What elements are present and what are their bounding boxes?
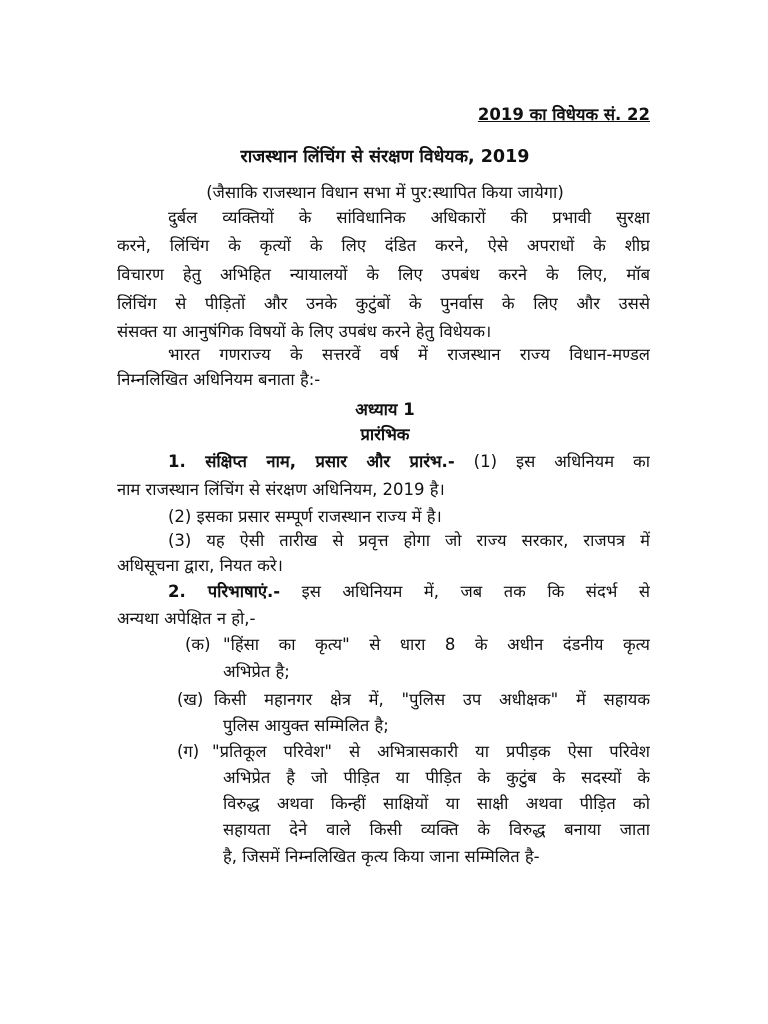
preamble-line: करने, लिंचिंग के कृत्यों के लिए दंडित करने, ऐसे अपराधों के शीघ्र [117,236,650,255]
clause-ka-line: अभिप्रेत है; [223,662,290,681]
section-1-text: (1) इस अधिनियम का [454,452,650,471]
clause-ga-line: अभिप्रेत है जो पीड़ित या पीड़ित के कुटुंब के सदस्यों के [223,768,650,787]
subsection-2: (2) इसका प्रसार सम्पूर्ण राजस्थान राज्य में है। [168,507,442,526]
chapter-number: अध्याय 1 [355,400,415,419]
clause-label: (ग) [177,742,200,761]
bill-subtitle: (जैसाकि राजस्थान विधान सभा में पुर:स्थापित किया जायेगा) [206,183,564,202]
subsection-3: (3) यह ऐसी तारीख से प्रवृत्त होगा जो राज्य सरकार, राजपत्र में [168,531,650,550]
clause-ka-line: "हिंसा का कृत्य" से धारा 8 के अधीन दंडनीय कृत्य [223,635,650,654]
preamble-line: विचारण हेतु अभिहित न्यायालयों के लिए उपबंध करने के लिए, मॉब [117,265,650,284]
clause-ga-line: विरुद्ध अथवा किन्हीं साक्षियों या साक्षी अथवा पीड़ित को [223,794,650,813]
clause-ga-line: सहायता देने वाले किसी व्यक्ति के विरुद्ध बनाया जाता [223,820,650,839]
preamble-line: लिंचिंग से पीड़ितों और उनके कुटुंबों के पुनर्वास के लिए और उससे [117,294,650,313]
clause-label: (क) [185,635,211,654]
subsection-3: अधिसूचना द्वारा, नियत करे। [117,556,283,575]
preamble-line: संसक्त या आनुषंगिक विषयों के लिए उपबंध करने हेतु विधेयक। [117,322,492,341]
section-2-heading: 2. परिभाषाएं.- [168,582,281,601]
section-1-line: नाम राजस्थान लिंचिंग से संरक्षण अधिनियम, 2019 है। [117,480,445,499]
clause-label: (ख) [177,690,204,709]
bill-title: राजस्थान लिंचिंग से संरक्षण विधेयक, 2019 [240,147,530,167]
enacting-line: भारत गणराज्य के सत्तरवें वर्ष में राजस्थान राज्य विधान-मण्डल [168,345,650,364]
enacting-line: निम्नलिखित अधिनियम बनाता है:- [117,370,321,389]
section-2-text: इस अधिनियम में, जब तक कि संदर्भ से [280,582,650,601]
clause-kha-line: पुलिस आयुक्त सम्मिलित है; [223,716,389,735]
preamble-line: दुर्बल व्यक्तियों के सांविधानिक अधिकारों की प्रभावी सुरक्षा [168,208,650,227]
chapter-title: प्रारंभिक [360,425,410,444]
section-2-line [168,579,650,605]
section-2-line: अन्यथा अपेक्षित न हो,- [117,609,256,628]
section-1-line [168,449,650,475]
bill-number: 2019 का विधेयक सं. 22 [477,105,650,124]
section-1-heading: 1. संक्षिप्त नाम, प्रसार और प्रारंभ.- [168,452,455,471]
clause-kha-line: किसी महानगर क्षेत्र में, "पुलिस उप अधीक्षक" में सहायक [214,690,650,709]
clause-ga-line: "प्रतिकूल परिवेश" से अभित्रासकारी या प्रपीड़क ऐसा परिवेश [212,742,650,761]
clause-ga-line: है, जिसमें निम्नलिखित कृत्य किया जाना सम्मिलित है- [223,847,540,866]
